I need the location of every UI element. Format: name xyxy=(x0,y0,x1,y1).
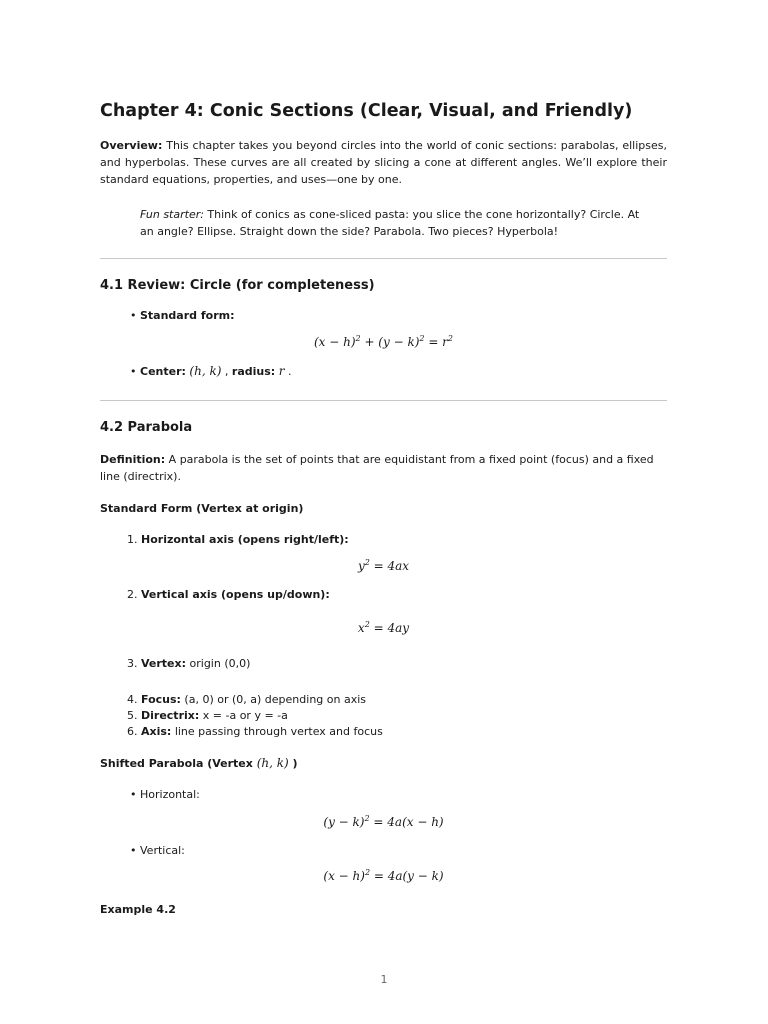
section-4-1-heading: 4.1 Review: Circle (for completeness) xyxy=(100,278,375,293)
parabola-horizontal-equation: $y^2 = 4ax$ xyxy=(357,558,410,573)
shifted-parabola-heading: Shifted Parabola (Vertex (h, k) ) xyxy=(100,756,298,770)
divider xyxy=(100,258,667,259)
parabola-vertical-equation: $x^2 = 4ay$ xyxy=(357,620,410,635)
overview-text: This chapter takes you beyond circles into the world of conic sections: parabolas, ellipses, and hyperbolas. These curves are all created by slicing a cone at different angles. We’ll explore their standard equations, properties, and uses—one by one. xyxy=(100,139,667,186)
shifted-vertical-equation: $(x - h)^2 = 4a(y - k)$ xyxy=(323,868,444,883)
fun-starter-label: Fun starter: xyxy=(140,208,204,221)
bullet: • xyxy=(130,309,137,322)
horizontal-bullet: • Horizontal: xyxy=(130,788,200,801)
overview-label: Overview: xyxy=(100,139,163,152)
center-label: Center: xyxy=(140,365,186,378)
circle-equation: $(x - h)^2 + (y - k)^2 = r^2$ xyxy=(313,334,454,349)
standard-form-heading: Standard Form (Vertex at origin) xyxy=(100,502,304,515)
page-number: 1 xyxy=(380,973,388,986)
divider xyxy=(100,400,667,401)
parabola-definition xyxy=(100,451,667,485)
list-item: 4. Focus: (a, 0) or (0, a) depending on axis xyxy=(127,693,367,706)
list-item: 2. Vertical axis (opens up/down): xyxy=(127,588,330,601)
list-item: 1. Horizontal axis (opens right/left): xyxy=(127,533,349,546)
definition-text: A parabola is the set of points that are equidistant from a fixed point (focus) and a fixed line (directrix). xyxy=(100,453,654,483)
radius-value: r xyxy=(278,364,285,378)
shifted-horizontal-equation: $(y - k)^2 = 4a(x - h)$ xyxy=(323,814,444,829)
vertical-bullet: • Vertical: xyxy=(130,844,185,857)
fun-starter-text: Think of conics as cone-sliced pasta: you slice the cone horizontally? Circle. At an angle? Ellipse. Straight down the side? Parabola. Two pieces? Hyperbola! xyxy=(140,208,640,238)
list-item: 3. Vertex: origin (0,0) xyxy=(127,657,251,670)
list-item: 5. Directrix: x = -a or y = -a xyxy=(127,709,288,722)
center-value: (h, k) xyxy=(189,364,222,378)
section-4-2-heading: 4.2 Parabola xyxy=(100,420,193,435)
circle-standard-form-bullet xyxy=(130,309,235,322)
definition-label: Definition: xyxy=(100,453,166,466)
overview-paragraph xyxy=(100,137,667,188)
standard-form-label: Standard form: xyxy=(140,309,235,322)
example-heading: Example 4.2 xyxy=(100,903,176,916)
radius-label: radius: xyxy=(231,365,276,378)
list-item: 6. Axis: line passing through vertex and focus xyxy=(127,725,383,738)
chapter-title: Chapter 4: Conic Sections (Clear, Visual, and Friendly) xyxy=(100,101,633,121)
circle-center-radius-bullet: • Center: (h, k) , radius: r . xyxy=(130,364,292,378)
fun-starter-note xyxy=(140,206,640,240)
